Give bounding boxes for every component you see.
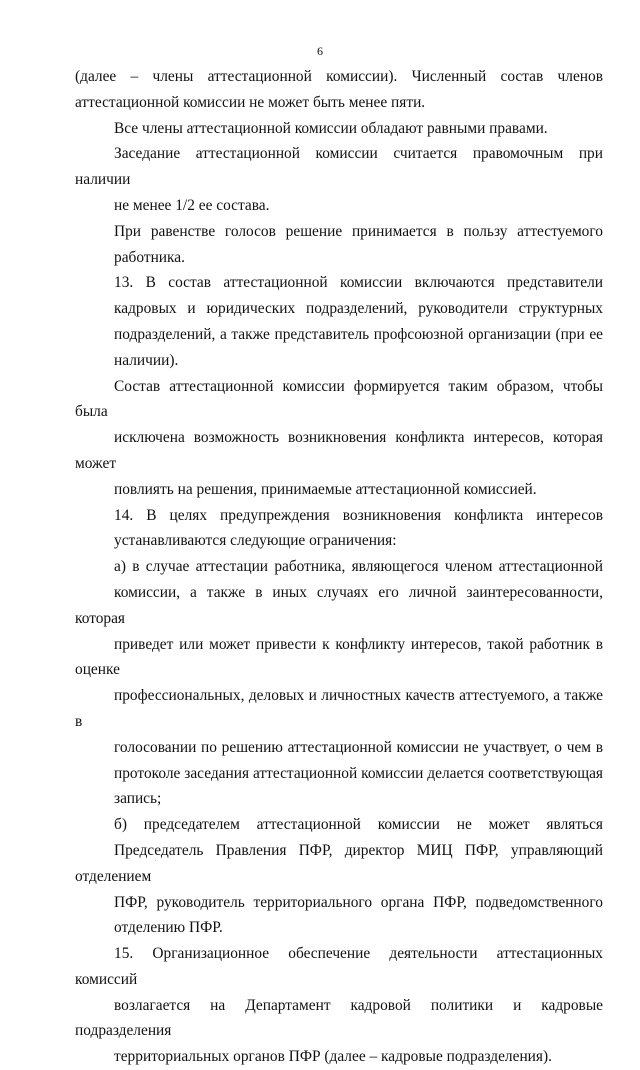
text-line: Все члены аттестационной комиссии обладают равными правами.: [114, 119, 548, 137]
paragraph: [75, 374, 603, 503]
text-line: 15. Организационное обеспечение деятельности аттестационных комиссий: [75, 945, 603, 988]
paragraph: [75, 812, 603, 941]
paragraph: [75, 64, 603, 116]
paragraph: [75, 270, 603, 373]
text-line: исключена возможность возникновения конфликта интересов, которая может: [75, 429, 603, 472]
page-number: 6: [317, 44, 323, 58]
text-line: возлагается на Департамент кадровой политики и кадровые подразделения: [75, 996, 603, 1040]
text-line: профессиональных, деловых и личностных качеств аттестуемого, а также в: [75, 687, 603, 730]
paragraph: [75, 141, 603, 218]
text-line: наличии).: [114, 351, 179, 369]
text-line: Председатель Правления ПФР, директор МИЦ ПФР, управляющий отделением: [75, 841, 603, 885]
text-line: приведет или может привести к конфликту интересов, такой работник в оценке: [75, 635, 603, 679]
scan-speck: [155, 860, 156, 861]
text-line: При равенстве голосов решение принимается в пользу аттестуемого: [114, 222, 603, 240]
paragraph: [75, 554, 603, 812]
text-line: не менее 1/2 ее состава.: [114, 196, 270, 214]
text-line: 13. В состав аттестационной комиссии включаются представители: [114, 274, 603, 292]
text-line: Заседание аттестационной комиссии считается правомочным при наличии: [75, 145, 603, 189]
text-line: запись;: [114, 790, 162, 808]
text-line: ПФР, руководитель территориального органа ПФР, подведомственного: [114, 893, 603, 911]
paragraph: [75, 219, 603, 271]
text-line: (далее – члены аттестационной комиссии). Численный состав членов: [75, 68, 603, 85]
text-line: голосовании по решению аттестационной комиссии не участвует, о чем в: [114, 738, 603, 756]
text-line: протоколе заседания аттестационной комиссии делается соответствующая: [114, 764, 603, 782]
text-line: Состав аттестационной комиссии формируется таким образом, чтобы была: [75, 377, 603, 421]
text-line: 14. В целях предупреждения возникновения конфликта интересов: [114, 506, 603, 524]
paragraph: [75, 503, 603, 555]
text-line: повлиять на решения, принимаемые аттестационной комиссией.: [114, 480, 537, 498]
text-line: устанавливаются следующие ограничения:: [114, 532, 397, 550]
paragraph: [75, 941, 603, 1070]
text-line: отделению ПФР.: [114, 919, 223, 937]
text-line: подразделений, а также представитель профсоюзной организации (при ее: [114, 325, 603, 343]
text-line: а) в случае аттестации работника, являющегося членом аттестационной: [114, 558, 603, 576]
text-line: работника.: [114, 248, 185, 266]
paragraph: [75, 116, 603, 142]
text-line: кадровых и юридических подразделений, руководители структурных: [114, 300, 603, 318]
text-line: территориальных органов ПФР (далее – кадровые подразделения).: [114, 1048, 552, 1066]
text-line: аттестационной комиссии не может быть менее пяти.: [75, 93, 426, 111]
text-line: б) председателем аттестационной комиссии не может являться: [114, 816, 603, 834]
document-body: [75, 64, 603, 1070]
text-line: комиссии, а также в иных случаях его личной заинтересованности, которая: [75, 583, 603, 627]
